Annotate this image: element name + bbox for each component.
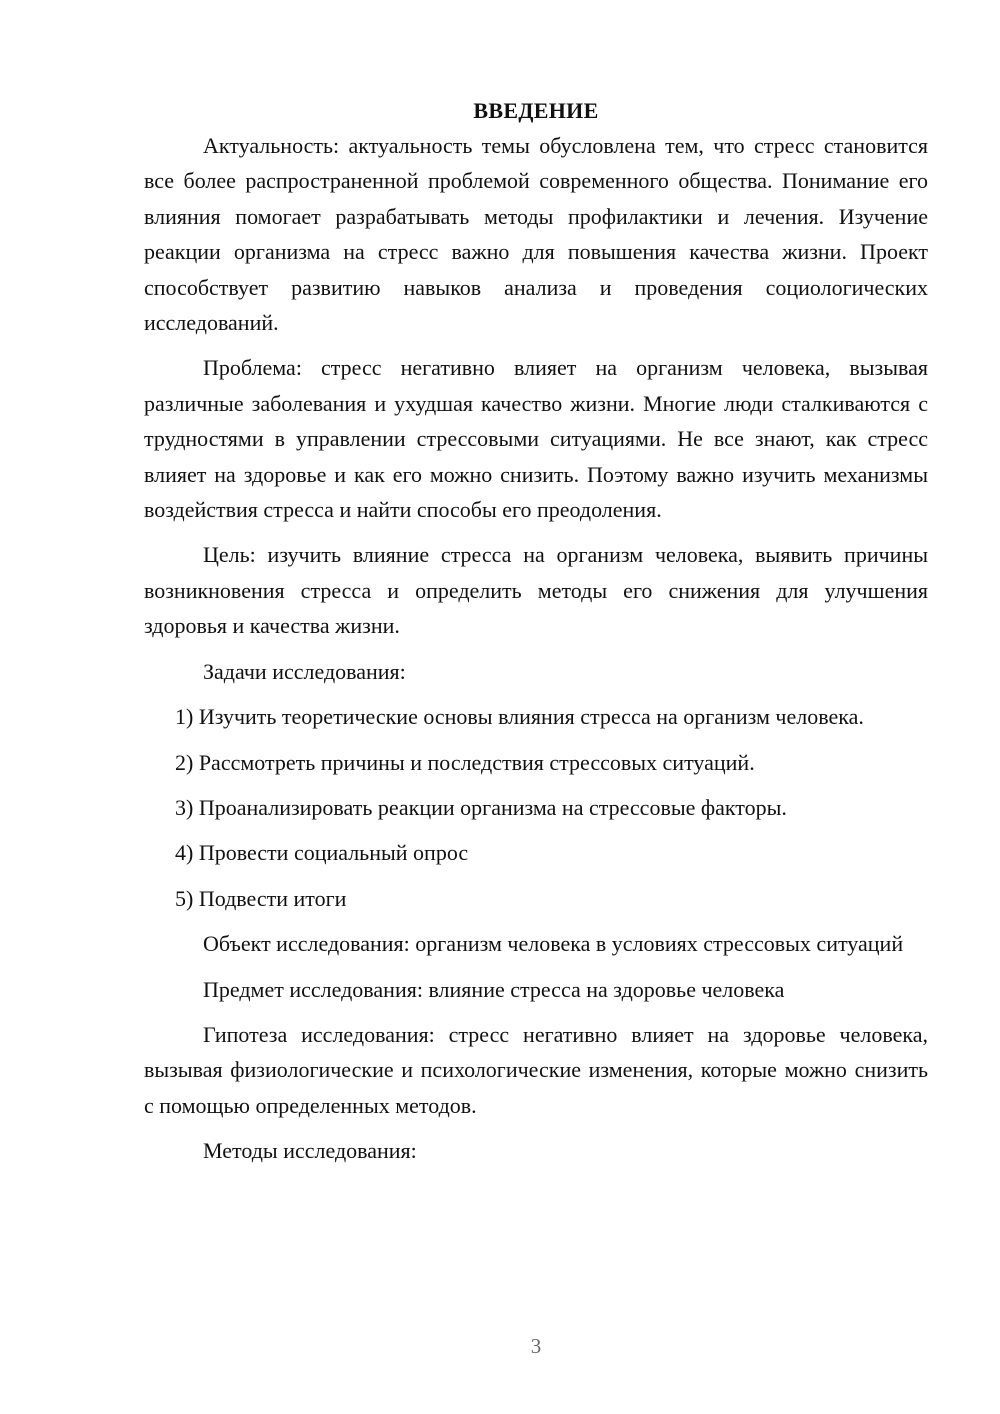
- task-item-1: 1) Изучить теоретические основы влияния стресса на организм человека.: [175, 704, 864, 730]
- page-number: 3: [530, 1334, 542, 1358]
- page-title: ВВЕДЕНИЕ: [473, 98, 599, 123]
- problem-paragraph: Проблема: стресс негативно влияет на организм человека, вызывая различные заболевания и ухудшая качество жизни. Многие люди сталкиваются с трудностями в управлении стрессовыми ситуациями. Не все знают, как стресс влияет на здоровье и как его можно снизить. Поэтому важно изучить механизмы воздействия стресса и найти способы его преодоления.: [144, 355, 928, 523]
- goal-paragraph: Цель: изучить влияние стресса на организм человека, выявить причины возникновения стресса и определить методы его снижения для улучшения здоровья и качества жизни.: [144, 542, 928, 639]
- hypothesis-paragraph: Гипотеза исследования: стресс негативно влияет на здоровье человека, вызывая физиологические и психологические изменения, которые можно снизить с помощью определенных методов.: [144, 1021, 928, 1118]
- task-item-3: 3) Проанализировать реакции организма на стрессовые факторы.: [175, 794, 787, 820]
- task-item-5: 5) Подвести итоги: [175, 885, 347, 911]
- page-content: [144, 94, 928, 1179]
- task-item-2: 2) Рассмотреть причины и последствия стрессовых ситуаций.: [175, 749, 755, 775]
- task-item-4: 4) Провести социальный опрос: [175, 840, 469, 866]
- methods-heading: Методы исследования:: [203, 1138, 417, 1164]
- tasks-heading: Задачи исследования:: [203, 658, 406, 684]
- object-paragraph: Объект исследования: организм человека в условиях стрессовых ситуаций: [203, 931, 904, 957]
- relevance-paragraph: Актуальность: актуальность темы обусловлена тем, что стресс становится все более распространенной проблемой современного общества. Понимание его влияния помогает разрабатывать методы профилактики и лечения. Изучение реакции организма на стресс важно для повышения качества жизни. Проект способствует развитию навыков анализа и проведения социологических исследований.: [144, 133, 928, 336]
- subject-paragraph: Предмет исследования: влияние стресса на здоровье человека: [203, 976, 785, 1002]
